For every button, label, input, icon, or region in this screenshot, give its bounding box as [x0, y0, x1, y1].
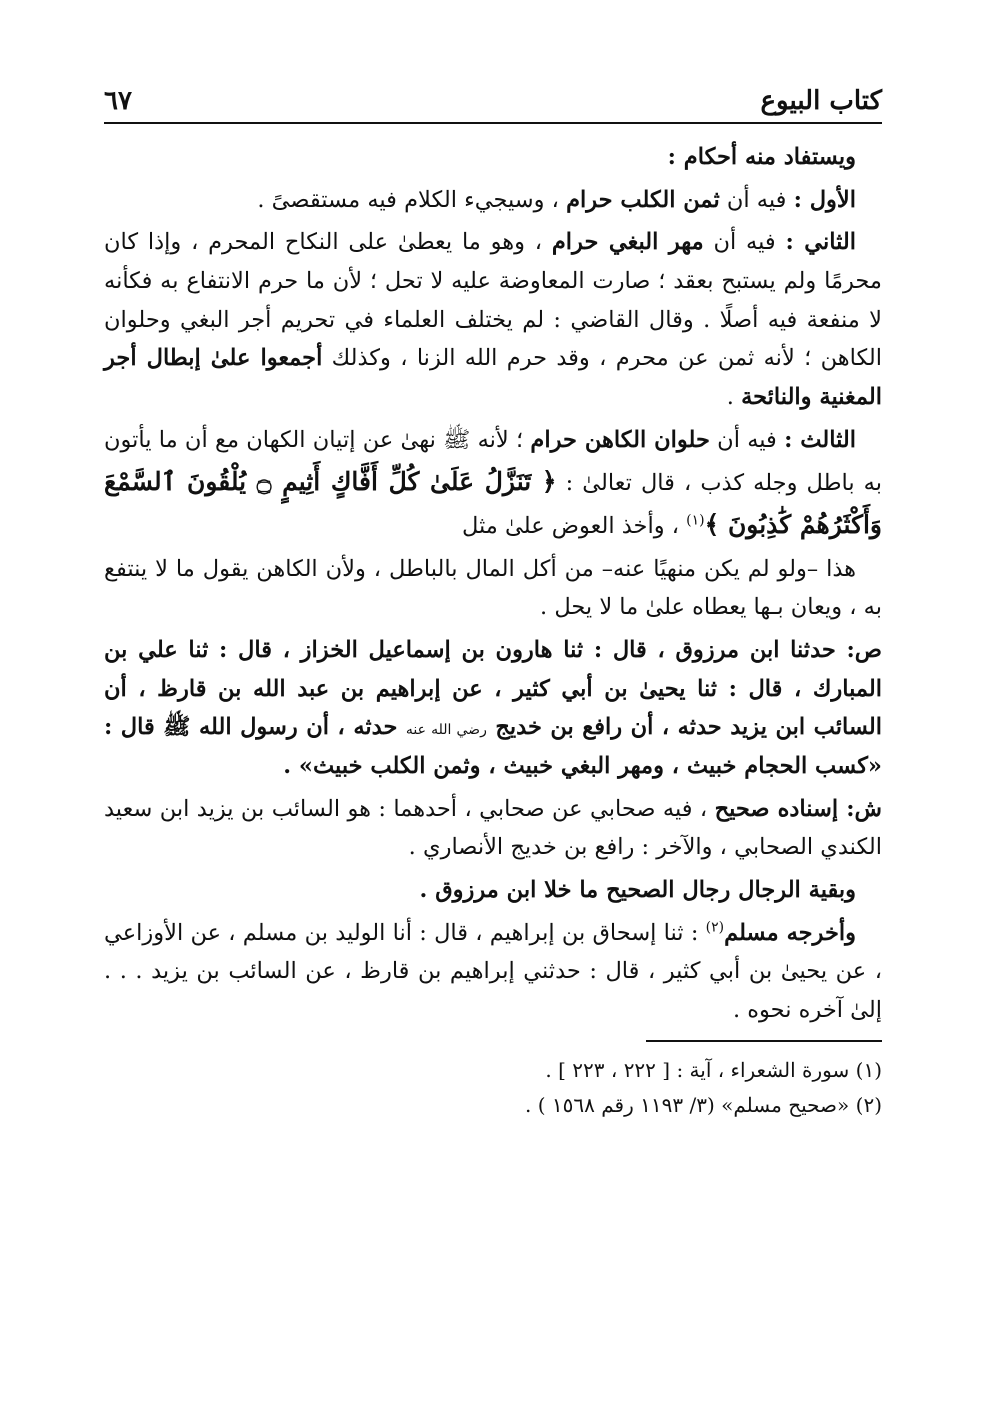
paragraph-muslim-source	[104, 914, 882, 1030]
paragraph-third-ruling	[104, 421, 882, 546]
hadith-chain-a: ص: حدثنا ابن مرزوق ، قال : ثنا هارون بن إسماعيل الخزاز ، قال : ثنا علي بن المبارك ، قال : ثنا يحيىٰ بن أبي كثير ، عن إبراهيم بن عبد الله بن قارظ ، أن السائب ابن يزيد حدثه ، أن رافع بن خديج	[104, 636, 883, 741]
second-ruling-mid: ، وهو ما يعطىٰ على النكاح المحرم ، وإذا كان محرمًا ولم يستبح بعقد ؛ صارت المعاوضة عليه لا تحل ؛ لأن ما حرم الانتفاع به فكأنه لا منفعة فيه أصلًا . وقال القاضي : لم يختلف العلماء في تحريم أجر البغي وحلوان الكاهن ؛ لأنه ثمن عن محرم ، وقد حرم الله الزنا ، وكذلك	[104, 229, 882, 372]
footnote-ref-1[interactable]: (١)	[686, 512, 705, 528]
footnote-1: (١) سورة الشعراء ، آية : [ ٢٢٢ ، ٢٢٣ ] .	[545, 1057, 882, 1082]
muslim-source-rest: : ثنا إسحاق بن إبراهيم ، قال : أنا الوليد بن مسلم ، عن الأوزاعي ، عن يحيىٰ بن أبي كثير ، قال : حدثني إبراهيم بن قارظ ، عن السائب بن يزيد . . . إلىٰ آخره نحوه .	[104, 919, 882, 1024]
page-header	[104, 78, 882, 124]
second-ruling-end: .	[726, 384, 742, 411]
paragraph-hadith-text	[104, 631, 882, 786]
footnote-separator	[646, 1040, 882, 1042]
paragraph-commentary	[104, 790, 882, 867]
first-ruling-label: الأول :	[793, 186, 856, 213]
paragraph-second-ruling	[104, 223, 882, 416]
second-ruling-pre: فيه أن	[703, 229, 786, 256]
footnote-ref-2[interactable]: (٢)	[705, 919, 725, 936]
footnote-2: (٢) «صحيح مسلم» (٣/ ١١٩٣ رقم ١٥٦٨ ) .	[525, 1092, 882, 1117]
paragraph-narrators: وبقية الرجال رجال الصحيح ما خلا ابن مرزوق .	[419, 877, 856, 903]
first-ruling-rest: ، وسيجيء الكلام فيه مستقصىً .	[257, 186, 567, 213]
third-ruling-mid: ؛ لأنه ﷺ نهىٰ عن إتيان الكهان مع أن ما يأتون به باطل وجله كذب ، قال تعالىٰ :	[104, 426, 883, 496]
paragraph-rulings-intro: ويستفاد منه أحكام :	[667, 144, 856, 170]
paragraph-continuation: هذا –ولو لم يكن منهيًا عنه– من أكل المال بالباطل ، ولأن الكاهن يقول ما لا ينتفع به ، ويعان بـها يعطاه علىٰ ما لا يحل .	[104, 555, 882, 621]
second-ruling-label: الثاني :	[785, 229, 857, 256]
second-ruling-bold: مهر البغي حرام	[551, 229, 704, 256]
footnotes	[104, 1054, 882, 1122]
page-number: ٦٧	[104, 86, 132, 116]
hadith-chain-b: حدثه ، أن رسول الله ﷺ قال : «كسب الحجام خبيث ، ومهر البغي خبيث ، وثمن الكلب خبيث» .	[104, 714, 882, 779]
first-ruling-bold: ثمن الكلب حرام	[566, 186, 720, 213]
running-title: كتاب البيوع	[760, 86, 882, 116]
third-ruling-rest: ، وأخذ العوض علىٰ مثل	[461, 512, 687, 539]
main-text	[104, 138, 882, 1030]
paragraph-first-ruling	[104, 181, 882, 220]
muslim-source-lead: وأخرجه مسلم	[724, 919, 856, 946]
second-ruling-bold-2: أجمعوا علىٰ إبطال أجر المغنية والنائحة	[104, 345, 882, 411]
third-ruling-bold: حلوان الكاهن حرام	[530, 426, 710, 453]
quran-verse: ﴿ تَنَزَّلُ عَلَىٰ كُلِّ أَفَّاكٍ أَثِيمٍ ۝ يُلْقُونَ ٱلسَّمْعَ وَأَكْثَرُهُمْ كَٰذِبُونَ ﴾	[104, 466, 882, 539]
commentary-rest: ، فيه صحابي عن صحابي ، أحدهما : هو السائب بن يزيد ابن سعيد الكندي الصحابي ، والآخر : رافع بن خديج الأنصاري .	[104, 795, 882, 861]
third-ruling-label: الثالث :	[784, 426, 857, 453]
first-ruling-pre: فيه أن	[719, 186, 794, 213]
commentary-lead: ش: إسناده صحيح	[714, 795, 882, 822]
honorific-glyph: رضي الله عنه	[405, 722, 487, 739]
third-ruling-pre: فيه أن	[709, 426, 785, 453]
